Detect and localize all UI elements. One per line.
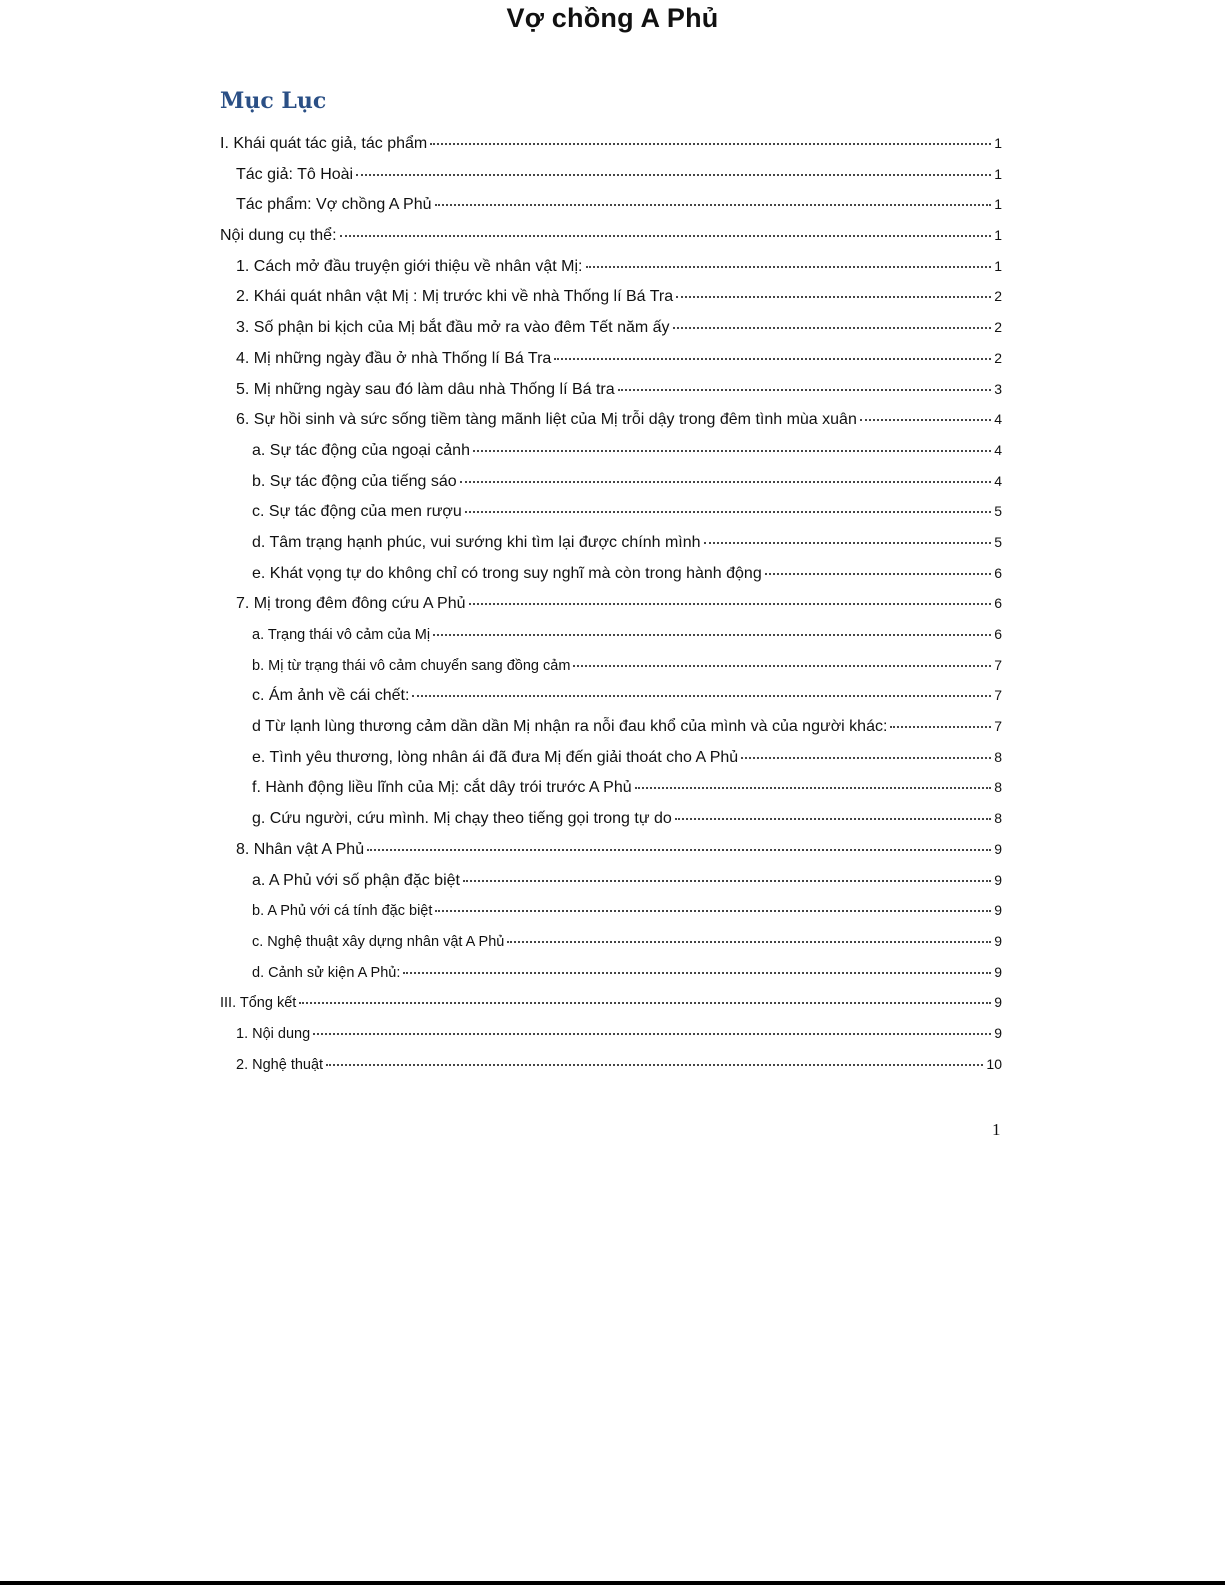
toc-dot-leader xyxy=(860,419,991,421)
toc-entry-label: 2. Khái quát nhân vật Mị : Mị trước khi về nhà Thống lí Bá Tra xyxy=(236,288,674,306)
toc-dot-leader xyxy=(507,941,991,943)
toc-entry[interactable] xyxy=(220,498,1002,529)
toc-dot-leader xyxy=(313,1033,991,1035)
toc-entry-label: 1. Nội dung xyxy=(236,1025,311,1042)
toc-entry[interactable] xyxy=(220,1051,1002,1082)
toc-entry-label: III. Tổng kết xyxy=(220,995,297,1012)
toc-entry[interactable] xyxy=(220,682,1002,713)
toc-entry-page-number: 3 xyxy=(994,380,1002,397)
toc-entry-page-number: 7 xyxy=(994,687,1002,704)
toc-entry-page-number: 8 xyxy=(994,779,1002,796)
toc-entry-page-number: 1 xyxy=(994,227,1002,244)
toc-dot-leader xyxy=(403,972,991,974)
toc-entry[interactable] xyxy=(220,744,1002,775)
toc-entry[interactable] xyxy=(220,805,1002,836)
toc-entry-page-number: 8 xyxy=(994,748,1002,765)
toc-entry[interactable] xyxy=(220,376,1002,407)
toc-entry-label: 2. Nghệ thuật xyxy=(236,1056,324,1073)
toc-heading: Mục Lục xyxy=(220,88,327,114)
toc-entry[interactable] xyxy=(220,590,1002,621)
toc-entry[interactable] xyxy=(220,560,1002,591)
toc-entry-page-number: 4 xyxy=(994,411,1002,428)
toc-entry-page-number: 9 xyxy=(994,840,1002,857)
table-of-contents xyxy=(220,130,1002,1081)
toc-entry[interactable] xyxy=(220,836,1002,867)
toc-entry-label: Tác phẩm: Vợ chồng A Phủ xyxy=(236,196,432,214)
toc-entry-page-number: 2 xyxy=(994,349,1002,366)
toc-dot-leader xyxy=(433,634,991,636)
toc-dot-leader xyxy=(635,787,992,789)
toc-entry-label: d Từ lạnh lùng thương cảm dần dần Mị nhận ra nỗi đau khổ của mình và của người khác: xyxy=(252,718,888,736)
toc-dot-leader xyxy=(460,481,992,483)
toc-entry-label: b. Mị từ trạng thái vô cảm chuyển sang đồng cảm xyxy=(252,657,571,674)
toc-entry-page-number: 4 xyxy=(994,472,1002,489)
toc-entry[interactable] xyxy=(220,130,1002,161)
toc-entry-page-number: 1 xyxy=(994,135,1002,151)
toc-dot-leader xyxy=(765,573,991,575)
toc-entry[interactable] xyxy=(220,468,1002,499)
toc-entry[interactable] xyxy=(220,713,1002,744)
toc-entry-page-number: 1 xyxy=(994,165,1002,182)
toc-entry-label: c. Sự tác động của men rượu xyxy=(252,503,462,521)
toc-entry-label: 6. Sự hồi sinh và sức sống tiềm tàng mãnh liệt của Mị trỗi dậy trong đêm tình mùa xuân xyxy=(236,411,857,429)
toc-dot-leader xyxy=(673,327,992,329)
toc-entry-label: e. Tình yêu thương, lòng nhân ái đã đưa Mị đến giải thoát cho A Phủ xyxy=(252,748,739,766)
toc-dot-leader xyxy=(430,143,991,145)
document-title: Vợ chồng A Phủ xyxy=(506,3,719,33)
toc-entry-page-number: 5 xyxy=(994,503,1002,520)
toc-entry[interactable] xyxy=(220,345,1002,376)
toc-entry-label: f. Hành động liều lĩnh của Mị: cắt dây trói trước A Phủ xyxy=(252,779,632,797)
toc-dot-leader xyxy=(473,450,991,452)
toc-entry[interactable] xyxy=(220,283,1002,314)
toc-entry-label: 4. Mị những ngày đầu ở nhà Thống lí Bá Tra xyxy=(236,349,552,367)
toc-entry-page-number: 2 xyxy=(994,319,1002,336)
toc-entry-label: e. Khát vọng tự do không chỉ có trong suy nghĩ mà còn trong hành động xyxy=(252,564,762,582)
toc-entry-page-number: 6 xyxy=(994,595,1002,612)
toc-entry[interactable] xyxy=(220,652,1002,683)
toc-entry[interactable] xyxy=(220,989,1002,1020)
toc-entry-label: 1. Cách mở đầu truyện giới thiệu về nhân vật Mị: xyxy=(236,257,583,275)
toc-entry-page-number: 1 xyxy=(994,257,1002,274)
toc-dot-leader xyxy=(890,726,991,728)
toc-entry-label: c. Nghệ thuật xây dựng nhân vật A Phủ xyxy=(252,933,505,950)
toc-entry-page-number: 9 xyxy=(994,994,1002,1011)
toc-dot-leader xyxy=(340,235,992,237)
toc-dot-leader xyxy=(412,695,991,697)
toc-dot-leader xyxy=(435,910,991,912)
toc-entry-label: a. Trạng thái vô cảm của Mị xyxy=(252,627,431,643)
toc-entry[interactable] xyxy=(220,406,1002,437)
toc-dot-leader xyxy=(469,603,992,605)
toc-entry-page-number: 9 xyxy=(994,871,1002,888)
toc-entry-page-number: 9 xyxy=(994,963,1002,980)
toc-entry[interactable] xyxy=(220,1020,1002,1051)
toc-dot-leader xyxy=(435,204,992,206)
page-bottom-border xyxy=(0,1581,1225,1585)
toc-entry-page-number: 1 xyxy=(994,196,1002,213)
toc-entry-page-number: 7 xyxy=(994,718,1002,735)
toc-dot-leader xyxy=(463,880,991,882)
toc-entry-page-number: 10 xyxy=(986,1055,1002,1072)
toc-entry[interactable] xyxy=(220,253,1002,284)
toc-entry[interactable] xyxy=(220,161,1002,192)
toc-dot-leader xyxy=(741,757,991,759)
toc-entry-label: 3. Số phận bi kịch của Mị bắt đầu mở ra vào đêm Tết năm ấy xyxy=(236,319,670,337)
toc-dot-leader xyxy=(554,358,991,360)
toc-dot-leader xyxy=(326,1064,983,1066)
toc-dot-leader xyxy=(704,542,992,544)
toc-entry[interactable] xyxy=(220,897,1002,928)
toc-entry[interactable] xyxy=(220,529,1002,560)
toc-entry[interactable] xyxy=(220,314,1002,345)
toc-dot-leader xyxy=(676,296,991,298)
toc-dot-leader xyxy=(299,1002,991,1004)
toc-dot-leader xyxy=(367,849,991,851)
toc-entry-label: I. Khái quát tác giả, tác phẩm xyxy=(220,135,428,152)
toc-dot-leader xyxy=(618,389,992,391)
toc-entry-label: c. Ám ảnh về cái chết: xyxy=(252,687,410,705)
toc-entry-label: b. Sự tác động của tiếng sáo xyxy=(252,472,457,490)
toc-entry-page-number: 2 xyxy=(994,288,1002,305)
toc-dot-leader xyxy=(586,266,992,268)
toc-entry-page-number: 6 xyxy=(994,626,1002,642)
toc-dot-leader xyxy=(356,174,991,176)
toc-entry[interactable] xyxy=(220,191,1002,222)
toc-entry[interactable] xyxy=(220,928,1002,959)
toc-entry-label: d. Cảnh sử kiện A Phủ: xyxy=(252,964,401,981)
toc-entry-page-number: 6 xyxy=(994,564,1002,581)
toc-dot-leader xyxy=(465,511,991,513)
toc-entry-label: a. Sự tác động của ngoại cảnh xyxy=(252,441,470,459)
toc-entry-label: d. Tâm trạng hạnh phúc, vui sướng khi tìm lại được chính mình xyxy=(252,533,701,551)
toc-dot-leader xyxy=(675,818,991,820)
toc-entry[interactable] xyxy=(220,867,1002,898)
toc-entry-page-number: 7 xyxy=(994,656,1002,673)
toc-entry-label: Nội dung cụ thể: xyxy=(220,227,337,245)
toc-entry-label: b. A Phủ với cá tính đặc biệt xyxy=(252,903,433,920)
toc-dot-leader xyxy=(573,665,991,667)
toc-entry-page-number: 9 xyxy=(994,902,1002,919)
toc-entry-label: g. Cứu người, cứu mình. Mị chạy theo tiếng gọi trong tự do xyxy=(252,810,672,828)
toc-entry[interactable] xyxy=(220,437,1002,468)
toc-entry-page-number: 9 xyxy=(994,1024,1002,1041)
toc-entry-label: 7. Mị trong đêm đông cứu A Phủ xyxy=(236,595,466,613)
toc-entry-label: 5. Mị những ngày sau đó làm dâu nhà Thống lí Bá tra xyxy=(236,380,615,398)
toc-entry-label: 8. Nhân vật A Phủ xyxy=(236,840,365,858)
toc-entry-page-number: 9 xyxy=(994,932,1002,949)
toc-entry-page-number: 5 xyxy=(994,533,1002,550)
toc-entry-page-number: 4 xyxy=(994,441,1002,458)
toc-entry[interactable] xyxy=(220,774,1002,805)
toc-entry[interactable] xyxy=(220,222,1002,253)
toc-entry[interactable] xyxy=(220,959,1002,990)
toc-entry[interactable] xyxy=(220,621,1002,652)
toc-entry-label: Tác giả: Tô Hoài xyxy=(236,165,354,183)
toc-entry-label: a. A Phủ với số phận đặc biệt xyxy=(252,871,460,889)
page-number: 1 xyxy=(992,1120,1001,1139)
toc-entry-page-number: 8 xyxy=(994,810,1002,827)
